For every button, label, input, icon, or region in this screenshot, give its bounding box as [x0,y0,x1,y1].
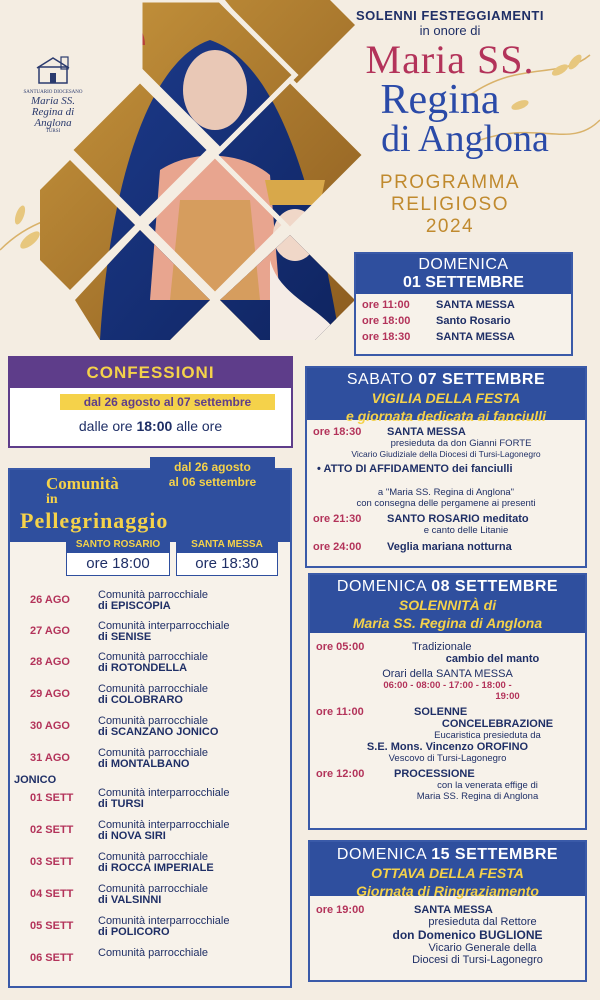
event-title: SANTA MESSA [436,331,515,343]
event-box-sep01 [354,252,573,356]
event-detail: presieduta dal Rettore [428,916,537,928]
event-list [356,294,571,343]
event-title: CONCELEBRAZIONE [441,718,554,730]
event-detail: presieduta da don Gianni FORTE [390,438,532,449]
title-anglona: di Anglona [381,118,549,160]
entry-date: 04 SETT [30,888,74,900]
entry-date: 27 AGO [30,625,70,637]
entry-line: Comunità parrocchiale [98,715,209,727]
entry-date: 30 AGO [30,720,70,732]
pel-date-start: dal 26 agosto [174,460,251,474]
entry-date: 06 SETT [30,952,74,964]
ottava-sub: Giornata di Ringraziamento [356,883,539,899]
programma-label: PROGRAMMA [379,172,521,193]
event-row [356,331,571,343]
event-time: ore 05:00 [316,641,365,653]
event-detail: con consegna delle pergamene ai presenti [356,498,536,509]
entry-line: Comunità interparrocchiale [98,787,230,799]
entry-place: di ROTONDELLA [98,662,188,674]
event-time: ore 19:00 [316,904,365,916]
event-time: ore 21:30 [313,513,362,525]
event-detail: S.E. Mons. Vincenzo OROFINO [366,741,529,753]
event-title: Veglia mariana notturna [387,541,512,553]
event-detail: Vescovo di Tursi-Lagonegro [388,753,507,764]
event-detail: Tradizionale [412,641,472,653]
box-day: DOMENICA [336,578,427,595]
messa-pill [176,538,278,576]
entry-line: Comunità parrocchiale [98,589,209,601]
entry-place: di SENISE [98,631,152,643]
title-maria: Maria SS. [365,37,535,82]
ottava-label: OTTAVA DELLA FESTA [371,865,524,881]
event-time: ore 18:30 [362,331,411,343]
confessioni-box [8,356,293,448]
entry-date: 31 AGO [30,752,70,764]
event-row [307,426,585,438]
logo-line: TURSI [45,129,61,134]
entry-line: Comunità parrocchiale [98,651,209,663]
vigil-sub: e giornata dedicata ai fanciulli [346,408,546,424]
box-day: DOMENICA [418,256,509,273]
entry-date: 26 AGO [30,594,70,606]
orari-label: Orari della SANTA MESSA [382,668,513,680]
pel-title-in: in [46,492,58,507]
entry-date: 02 SETT [30,824,74,836]
event-title: Santo Rosario [436,315,511,327]
entry-date: 01 SETT [30,792,74,804]
jonico-overflow: JONICO [14,774,57,786]
hours-time: 18:00 [136,418,173,434]
event-detail: a "Maria SS. Regina di Anglona" [377,487,515,498]
logo-line: Maria SS. [31,95,75,107]
page-header [300,8,600,238]
event-title: cambio del manto [445,653,540,665]
event-detail: Diocesi di Tursi-Lagonegro [412,954,543,966]
event-row [310,768,585,780]
entry-line: Comunità parrocchiale [98,851,209,863]
pellegrinaggio-dates [150,457,275,493]
event-title: SANTA MESSA [387,426,466,438]
entry-date: 05 SETT [30,920,74,932]
solennita-sub: Maria SS. Regina di Anglona [352,615,543,631]
entry-place: di VALSINNI [98,894,162,906]
pel-title-pellegrinaggio: Pellegrinaggio [20,508,169,533]
event-row: • ATTO DI AFFIDAMENTO dei fanciulli [317,463,513,475]
entry-date: 29 AGO [30,688,70,700]
entry-date: 28 AGO [30,656,70,668]
event-title: SANTA MESSA [414,904,493,916]
event-row [356,315,571,327]
event-box-sep07 [305,366,587,568]
messa-time: ore 18:30 [176,552,278,576]
entry-place: di EPISCOPIA [98,600,171,612]
event-time: ore 11:00 [362,299,410,311]
vigil-label: VIGILIA DELLA FESTA [371,390,521,406]
rosario-label: SANTO ROSARIO [66,538,170,552]
entry-line: Comunità interparrocchiale [98,819,230,831]
confessioni-hours [10,418,291,434]
event-detail: Vicario Giudiziale della Diocesi di Tursi-Lagonegro [351,449,541,459]
box-date: 07 SETTEMBRE [418,371,546,388]
event-detail: e canto delle Litanie [423,525,509,536]
logo-line: Regina di Anglona [31,106,75,129]
event-row [310,904,585,916]
entry-place: di SCANZANO JONICO [98,726,219,738]
pellegrinaggio-box [8,468,292,988]
box-day: SABATO [346,371,414,388]
event-row [307,541,585,553]
entry-date: 03 SETT [30,856,74,868]
year-label: 2024 [425,216,475,237]
pel-date-end: al 06 settembre [168,475,257,489]
entry-line: Comunità parrocchiale [98,747,209,759]
box-day: DOMENICA [336,846,427,863]
event-title: SOLENNE [414,706,468,718]
event-title: SANTA MESSA [436,299,515,311]
confessioni-range: dal 26 agosto al 07 settembre [60,394,275,410]
entry-place: di NOVA SIRI [98,830,166,842]
event-time: ore 24:00 [313,541,362,553]
event-row [310,641,585,653]
event-time: ore 18:00 [362,315,411,327]
entry-line: Comunità parrocchiale [98,947,209,959]
rosario-pill [66,538,170,576]
event-detail: Maria SS. Regina di Anglona [416,791,539,802]
entry-place: di POLICORO [98,926,170,938]
logo-line: SANTUARIO DIOCESANO [23,90,83,95]
event-detail: don Domenico BUGLIONE [392,928,543,942]
event-detail: con la venerata effige di [437,780,538,791]
event-box-sep15 [308,840,587,982]
entry-place: di ROCCA IMPERIALE [98,862,214,874]
orari-last: 19:00 [495,691,520,702]
entry-line: Comunità interparrocchiale [98,915,230,927]
event-row [310,706,585,718]
entry-line: Comunità parrocchiale [98,883,209,895]
entry-line: Comunità parrocchiale [98,683,209,695]
event-detail: Vicario Generale della [428,942,537,954]
header-intro-sub: in onore di [419,23,481,38]
orari-times: 06:00 - 08:00 - 17:00 - 18:00 - [383,680,512,691]
header-intro: SOLENNI FESTEGGIAMENTI [356,8,544,23]
box-date: 15 SETTEMBRE [431,846,559,863]
religioso-label: RELIGIOSO [390,194,510,215]
event-time: ore 12:00 [316,768,365,780]
confessioni-title: CONFESSIONI [10,358,291,388]
pel-title-comunita: Comunità [46,474,119,493]
box-date: 01 SETTEMBRE [403,274,524,291]
hours-post: alle ore [176,418,223,434]
event-row [307,513,585,525]
hours-pre: dalle ore [78,418,133,434]
title-regina: Regina [380,77,500,123]
event-title: ATTO DI AFFIDAMENTO dei fanciulli [323,463,513,475]
event-box-sep08 [308,573,587,830]
entry-place: di COLOBRARO [98,694,183,706]
event-time: ore 18:30 [313,426,362,438]
event-title: PROCESSIONE [394,768,475,780]
box-date: 08 SETTEMBRE [431,578,559,595]
messa-label: SANTA MESSA [176,538,278,552]
event-title: SANTO ROSARIO meditato [387,513,529,525]
event-detail: Eucaristica presieduta da [434,730,541,741]
rosario-time: ore 18:00 [66,552,170,576]
entry-place: di TURSI [98,798,144,810]
event-time: ore 11:00 [316,706,364,718]
solennita-label: SOLENNITÀ di [398,597,497,613]
entry-line: Comunità interparrocchiale [98,620,230,632]
entry-place: di MONTALBANO [98,758,190,770]
event-row [356,299,571,311]
